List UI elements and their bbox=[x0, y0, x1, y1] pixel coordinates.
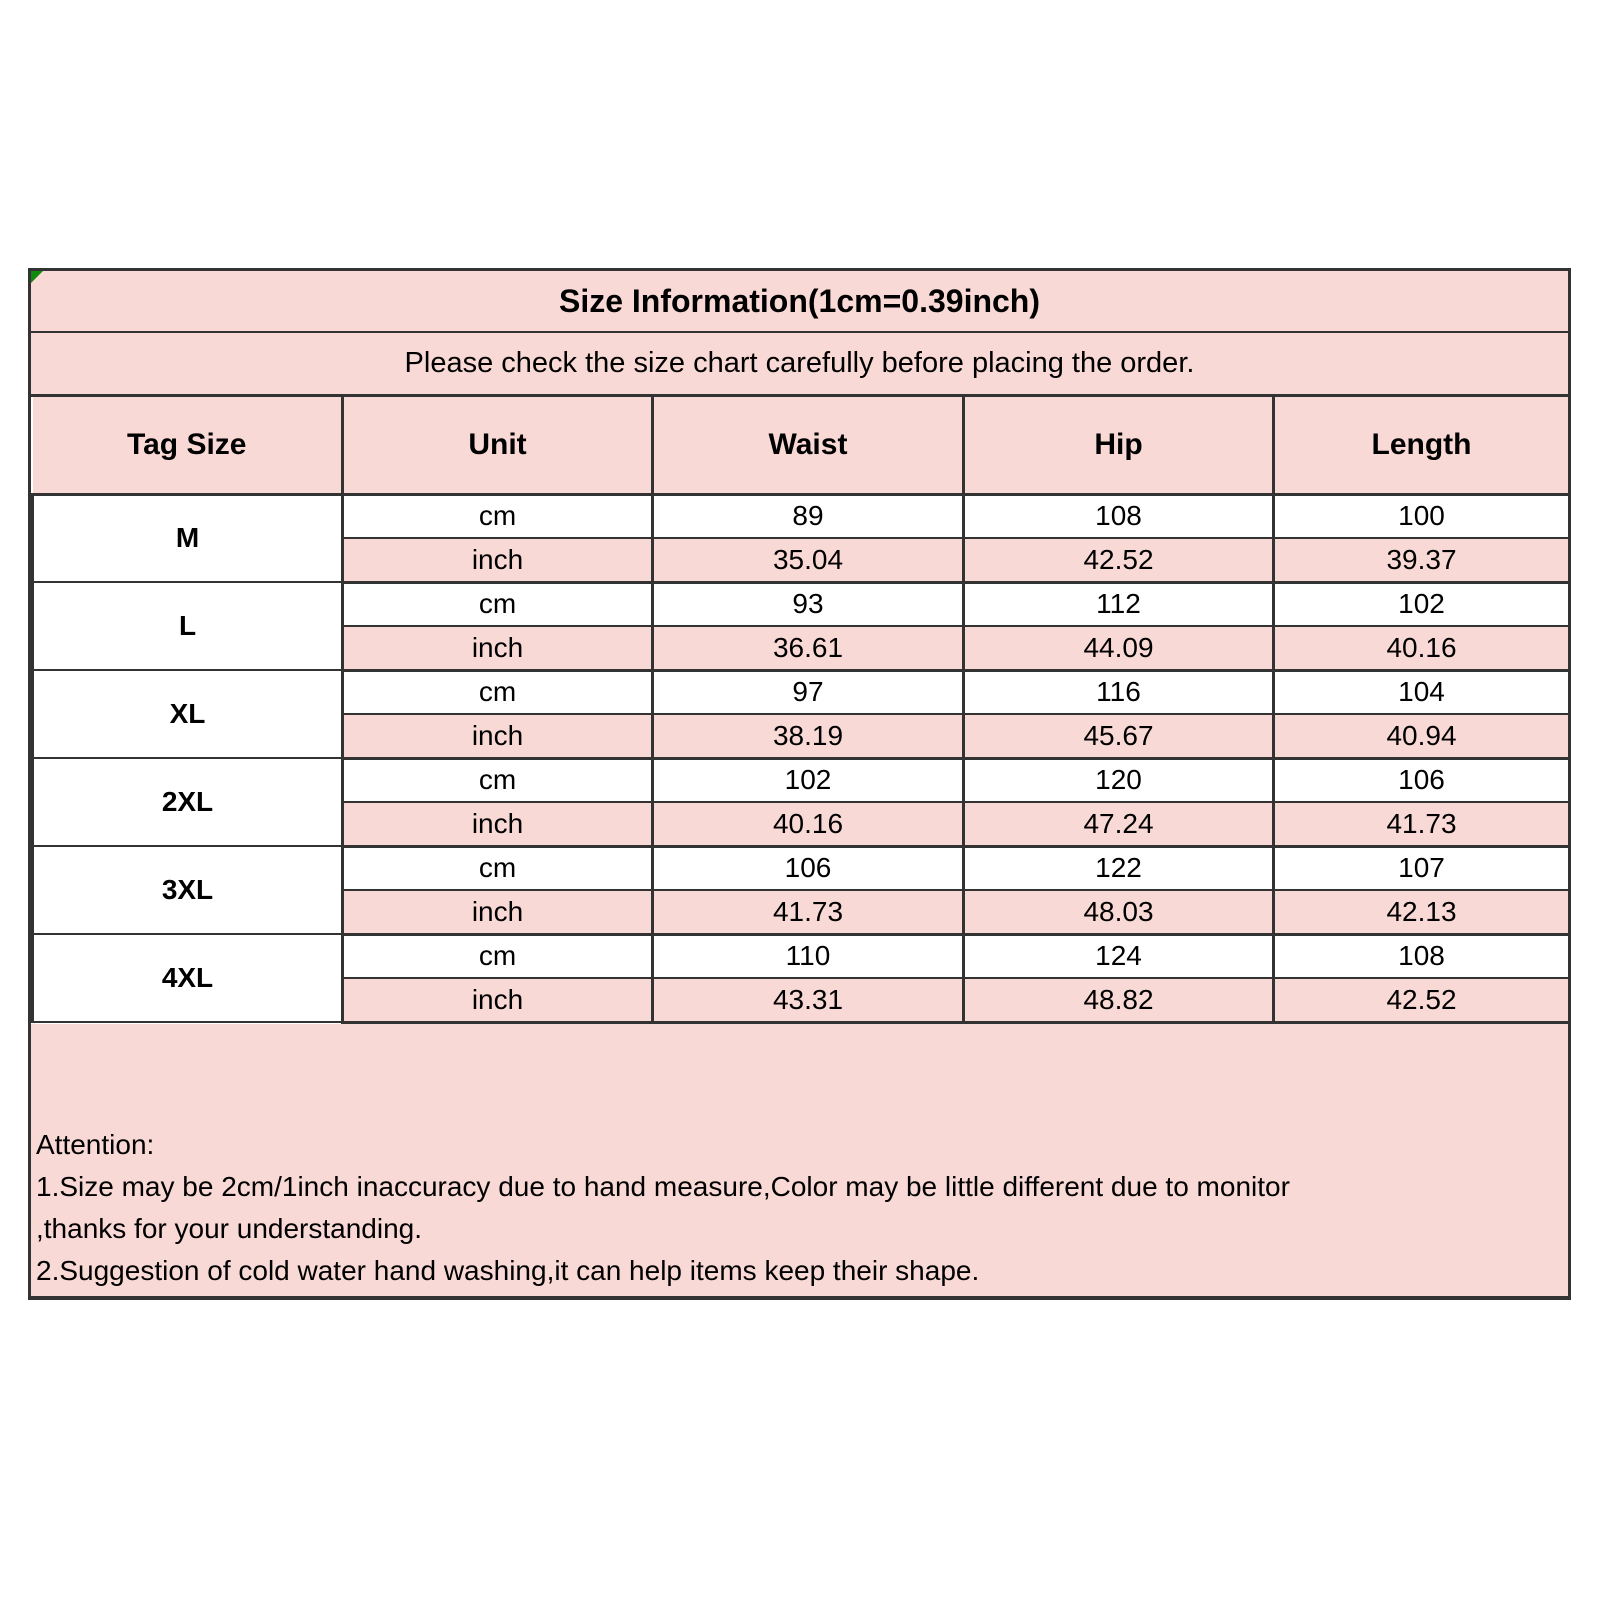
value-cell: 106 bbox=[1274, 758, 1569, 802]
subtitle-row bbox=[31, 333, 1568, 397]
value-cell: 42.13 bbox=[1274, 890, 1569, 934]
value-cell: 100 bbox=[1274, 494, 1569, 538]
unit-cell: cm bbox=[343, 934, 653, 978]
size-chart-title: Size Information(1cm=0.39inch) bbox=[558, 282, 1040, 319]
value-cell: 93 bbox=[653, 582, 964, 626]
green-corner-marker-icon bbox=[31, 271, 43, 283]
unit-cell: inch bbox=[343, 538, 653, 582]
size-table bbox=[31, 397, 1568, 1024]
table-row bbox=[33, 494, 1569, 538]
value-cell: 40.94 bbox=[1274, 714, 1569, 758]
unit-cell: cm bbox=[343, 670, 653, 714]
unit-cell: inch bbox=[343, 626, 653, 670]
value-cell: 108 bbox=[964, 494, 1274, 538]
value-cell: 35.04 bbox=[653, 538, 964, 582]
value-cell: 47.24 bbox=[964, 802, 1274, 846]
value-cell: 107 bbox=[1274, 846, 1569, 890]
value-cell: 108 bbox=[1274, 934, 1569, 978]
tag-size-cell: 4XL bbox=[33, 934, 343, 1022]
unit-cell: inch bbox=[343, 890, 653, 934]
value-cell: 89 bbox=[653, 494, 964, 538]
unit-cell: inch bbox=[343, 978, 653, 1022]
value-cell: 102 bbox=[653, 758, 964, 802]
value-cell: 45.67 bbox=[964, 714, 1274, 758]
attention-section bbox=[31, 1024, 1568, 1296]
table-row bbox=[33, 582, 1569, 626]
tag-size-cell: L bbox=[33, 582, 343, 670]
value-cell: 106 bbox=[653, 846, 964, 890]
value-cell: 112 bbox=[964, 582, 1274, 626]
value-cell: 36.61 bbox=[653, 626, 964, 670]
value-cell: 41.73 bbox=[1274, 802, 1569, 846]
attention-line-2: ,thanks for your understanding. bbox=[36, 1212, 423, 1244]
tag-size-cell: 2XL bbox=[33, 758, 343, 846]
value-cell: 44.09 bbox=[964, 626, 1274, 670]
header-row bbox=[33, 397, 1569, 494]
table-row bbox=[33, 670, 1569, 714]
table-row bbox=[33, 846, 1569, 890]
value-cell: 120 bbox=[964, 758, 1274, 802]
header-cell-length: Length bbox=[1274, 397, 1569, 494]
value-cell: 39.37 bbox=[1274, 538, 1569, 582]
size-chart-subtitle: Please check the size chart carefully before placing the order. bbox=[404, 347, 1195, 379]
value-cell: 40.16 bbox=[653, 802, 964, 846]
header-cell-hip: Hip bbox=[964, 397, 1274, 494]
header-cell-tag-size: Tag Size bbox=[33, 397, 343, 494]
value-cell: 110 bbox=[653, 934, 964, 978]
unit-cell: inch bbox=[343, 802, 653, 846]
tag-size-cell: XL bbox=[33, 670, 343, 758]
unit-cell: cm bbox=[343, 582, 653, 626]
unit-cell: inch bbox=[343, 714, 653, 758]
tag-size-cell: M bbox=[33, 494, 343, 582]
value-cell: 41.73 bbox=[653, 890, 964, 934]
value-cell: 43.31 bbox=[653, 978, 964, 1022]
tag-size-cell: 3XL bbox=[33, 846, 343, 934]
unit-cell: cm bbox=[343, 758, 653, 802]
value-cell: 104 bbox=[1274, 670, 1569, 714]
value-cell: 42.52 bbox=[1274, 978, 1569, 1022]
value-cell: 38.19 bbox=[653, 714, 964, 758]
attention-line-1: 1.Size may be 2cm/1inch inaccuracy due to hand measure,Color may be little different due to monitor bbox=[36, 1170, 1290, 1202]
table-row bbox=[33, 758, 1569, 802]
value-cell: 116 bbox=[964, 670, 1274, 714]
attention-heading: Attention: bbox=[36, 1128, 155, 1160]
unit-cell: cm bbox=[343, 846, 653, 890]
header-cell-waist: Waist bbox=[653, 397, 964, 494]
title-row bbox=[31, 271, 1568, 333]
attention-line-3: 2.Suggestion of cold water hand washing,it can help items keep their shape. bbox=[36, 1254, 980, 1286]
value-cell: 102 bbox=[1274, 582, 1569, 626]
value-cell: 124 bbox=[964, 934, 1274, 978]
table-row bbox=[33, 934, 1569, 978]
value-cell: 48.82 bbox=[964, 978, 1274, 1022]
value-cell: 122 bbox=[964, 846, 1274, 890]
value-cell: 42.52 bbox=[964, 538, 1274, 582]
size-chart-sheet bbox=[28, 268, 1571, 1300]
value-cell: 40.16 bbox=[1274, 626, 1569, 670]
value-cell: 48.03 bbox=[964, 890, 1274, 934]
header-cell-unit: Unit bbox=[343, 397, 653, 494]
value-cell: 97 bbox=[653, 670, 964, 714]
unit-cell: cm bbox=[343, 494, 653, 538]
